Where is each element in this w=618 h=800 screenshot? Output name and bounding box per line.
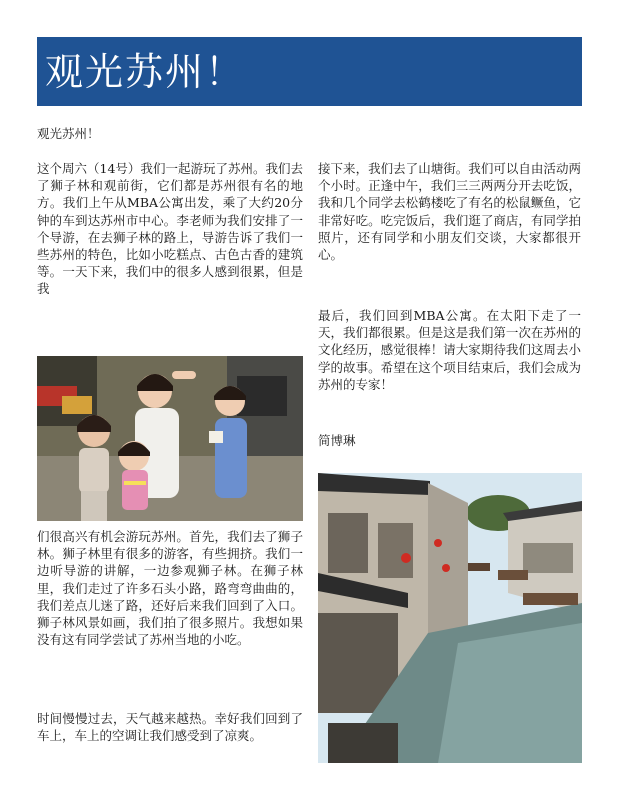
greeting-line: 观光苏州！ [37,126,100,141]
paragraph-shantang-street: 接下来，我们去了山塘街。我们可以自由活动两个小时。正逢中午，我们三三两两分开去吃饭，我和几个同学去松鹤楼吃了有名的松鼠鳜鱼，它非常好吃。吃完饭后，我们逛了商店，有同学拍照片，还有同学和小朋友们交谈，大家都很开心。 [318,161,581,263]
photo-children-posing [37,356,303,521]
title-banner [37,37,582,106]
paragraph-weather: 时间慢慢过去，天气越来越热。幸好我们回到了车上，车上的空调让我们感受到了凉爽。 [37,711,303,744]
author-signature: 简博琳 [318,433,356,448]
page-title: 观光苏州！ [45,50,246,94]
photo-suzhou-canal [318,473,582,763]
paragraph-conclusion: 最后，我们回到MBA公寓。在太阳下走了一天，我们都很累。但是这是我们第一次在苏州的文化经历，感觉很棒！请大家期待我们这周去小学的故事。希望在这个项目结束后，我们会成为苏州的专家！ [318,308,581,392]
paragraph-lion-grove: 们很高兴有机会游玩苏州。首先，我们去了狮子林。狮子林里有很多的游客，有些拥挤。我们一边听导游的讲解，一边参观狮子林。在狮子林里，我们走过了许多石头小路，路弯弯曲曲的，我们差点儿迷了路，还好后来我们回到了入口。狮子林风景如画，我们拍了很多照片。我想如果没有这有同学尝试了苏州当地的小吃。 [37,529,303,648]
paragraph-intro: 这个周六（14号）我们一起游玩了苏州。我们去了狮子林和观前街，它们都是苏州很有名的地方。我们上午从MBA公寓出发，乘了大约20分钟的车到达苏州市中心。李老师为我们安排了一个导游，在去狮子林的路上，导游告诉了我们一些苏州的特色，比如小吃糕点、古色古香的建筑等。一天下来，我们中的很多人感到很累，但是我 [37,161,303,297]
